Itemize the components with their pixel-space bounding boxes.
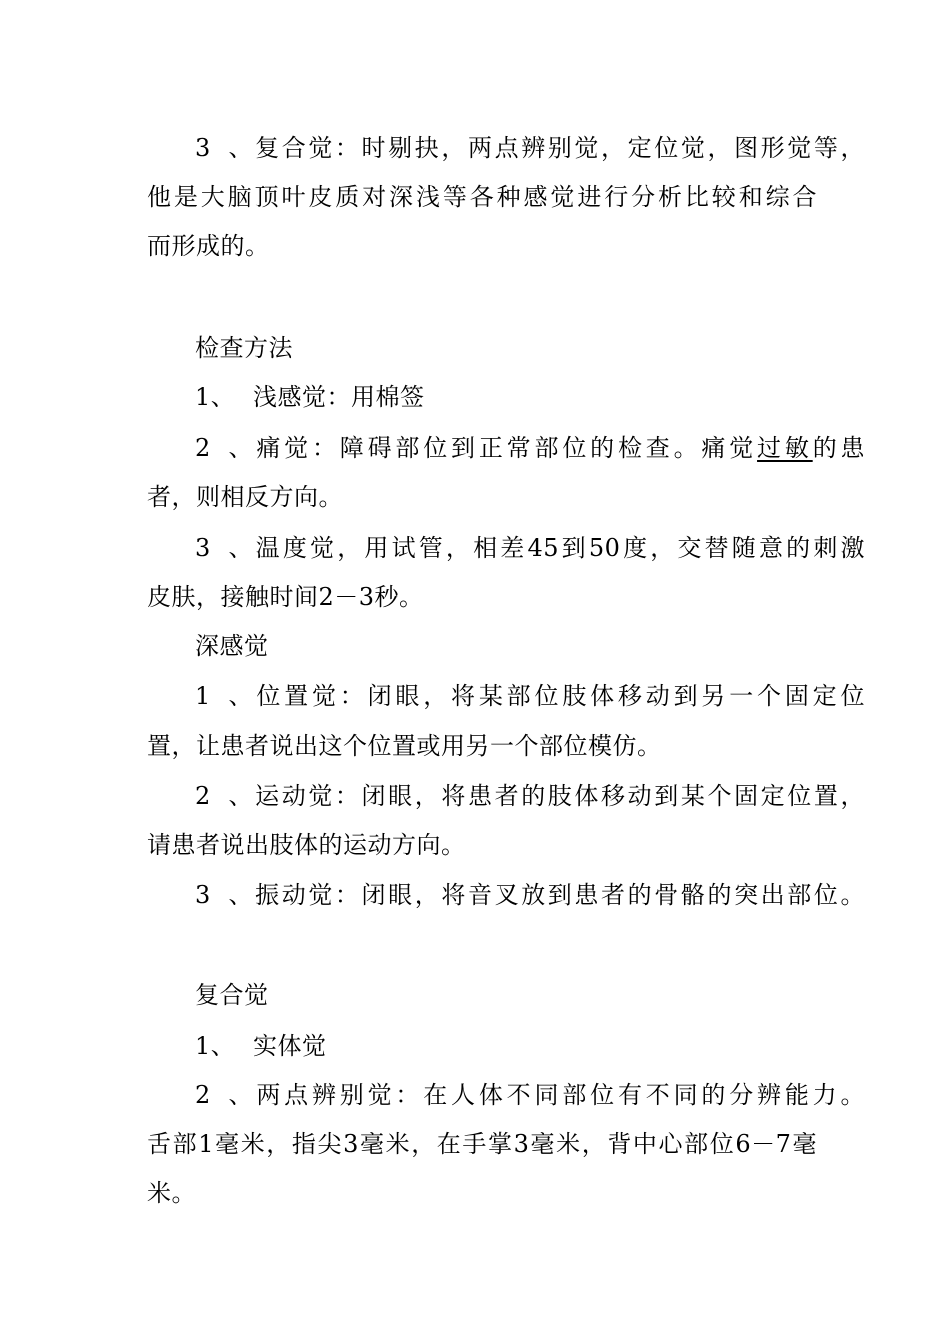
heading-exam-method: 检查方法 (195, 334, 293, 362)
item-position-sense-line1 (195, 680, 865, 712)
item-text: 运动觉：闭眼，将患者的肢体移动到某个固定位置， (253, 782, 865, 810)
paragraph-text: 复合觉：时剔抉，两点辨别觉，定位觉，图形觉等， (253, 134, 865, 162)
item-text: 温度觉，用试管，相差45到50度，交替随意的刺激 (253, 534, 865, 562)
item-number: 2、 (195, 782, 253, 810)
paragraph-compound-sense-line3: 而形成的。 (147, 232, 270, 260)
heading-compound-sense: 复合觉 (195, 981, 269, 1009)
item-two-point-line3: 米。 (147, 1179, 196, 1207)
item-text: 的患 (812, 434, 866, 462)
item-two-point-line1 (195, 1079, 865, 1111)
item-number: 3、 (195, 134, 253, 162)
item-number: 3、 (195, 534, 253, 562)
item-temperature-sense-line2: 皮肤，接触时间2－3秒。 (147, 583, 424, 611)
item-superficial-sense (195, 381, 865, 413)
item-number: 2、 (195, 434, 253, 462)
item-number: 1、 (195, 1032, 236, 1060)
item-stereognosis (195, 1030, 865, 1062)
item-number: 1、 (195, 383, 236, 411)
item-text: 位置觉：闭眼，将某部位肢体移动到另一个固定位 (253, 682, 865, 710)
paragraph-compound-sense-line2: 他是大脑顶叶皮质对深浅等各种感觉进行分析比较和综合 (147, 183, 817, 211)
item-number: 3、 (195, 881, 253, 909)
item-two-point-line2: 舌部1毫米，指尖3毫米，在手掌3毫米，背中心部位6－7毫 (147, 1130, 817, 1158)
item-number: 2、 (195, 1081, 253, 1109)
item-text: 两点辨别觉：在人体不同部位有不同的分辨能力。 (253, 1081, 865, 1109)
item-text: 振动觉：闭眼，将音叉放到患者的骨骼的突出部位。 (253, 881, 865, 909)
item-pain-sense-line2: 者，则相反方向。 (147, 483, 343, 511)
item-text: 浅感觉：用棉签 (253, 383, 425, 411)
item-motion-sense-line2: 请患者说出肢体的运动方向。 (147, 831, 466, 859)
item-position-sense-line2: 置，让患者说出这个位置或用另一个部位模仿。 (147, 732, 662, 760)
item-temperature-sense-line1 (195, 532, 865, 564)
item-vibration-sense (195, 879, 865, 911)
item-text: 痛觉：障碍部位到正常部位的检查。痛觉 (253, 434, 758, 462)
underlined-term: 过敏 (757, 434, 813, 462)
item-motion-sense-line1 (195, 780, 865, 812)
item-pain-sense-line1 (195, 432, 865, 464)
item-text: 实体觉 (253, 1032, 327, 1060)
heading-deep-sense: 深感觉 (195, 632, 269, 660)
item-number: 1、 (195, 682, 253, 710)
paragraph-compound-sense-line1 (195, 132, 865, 164)
